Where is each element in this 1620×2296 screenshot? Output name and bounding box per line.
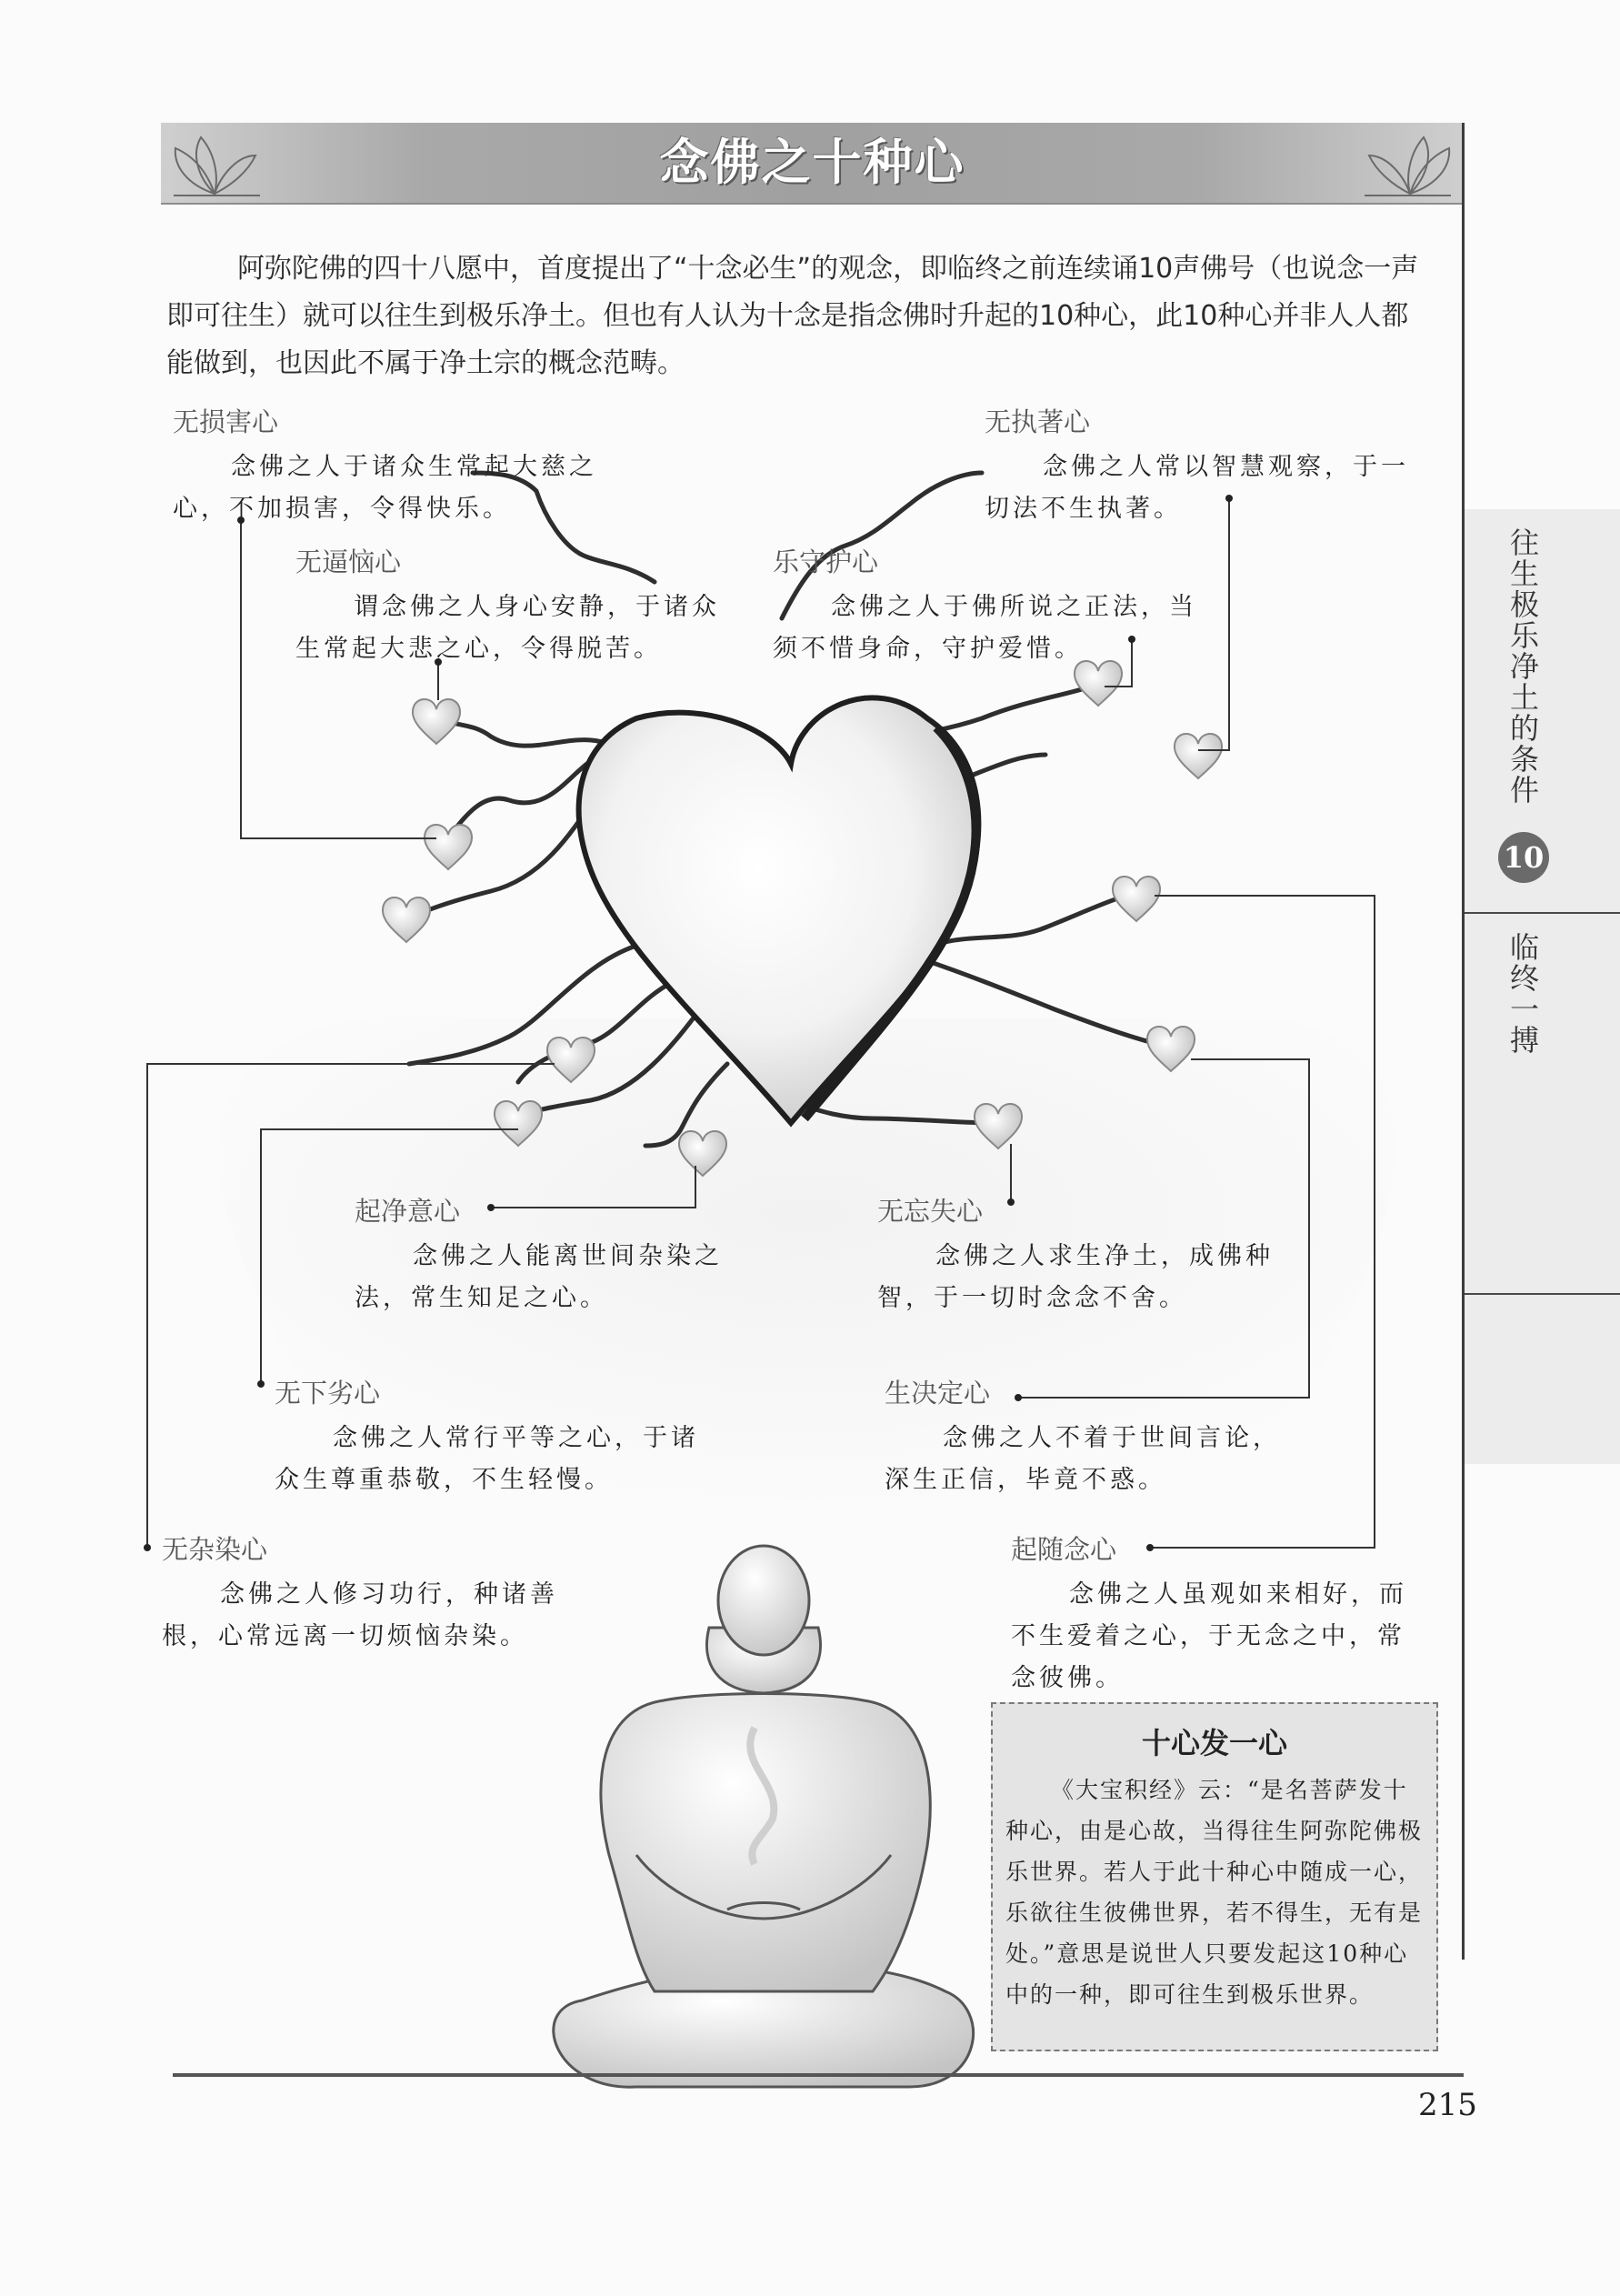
mind-heading: 无逼恼心 (295, 546, 402, 577)
mind-heading: 生决定心 (885, 1378, 991, 1409)
side-subsection-title: 临终一搏 (1505, 932, 1540, 1056)
mind-heading: 乐守护心 (773, 546, 879, 577)
mind-heading: 无杂染心 (162, 1534, 268, 1565)
mind-description: 念佛之人常行平等之心，于诸众生尊重恭敬，不生轻慢。 (275, 1424, 699, 1494)
side-divider (1465, 912, 1620, 914)
sidebar-note-title: 十心发一心 (1141, 1726, 1287, 1760)
sidebar-note-body: 《大宝积经》云：“是名菩萨发十种心，由是心故，当得往生阿弥陀佛极乐世界。若人于此十种心中随成一心，乐欲往生彼佛世界，若不得生，无有是处。”意思是说世人只要发起这10种心中的一种，即可往生到极乐世界。 (1005, 1777, 1424, 2008)
mind-item (773, 542, 1209, 670)
mind-description: 念佛之人求生净土，成佛种智，于一切时念念不舍。 (877, 1242, 1274, 1312)
intro-paragraph: 阿弥陀佛的四十八愿中，首度提出了“十念必生”的观念，即临终之前连续诵10声佛号（也说念一声即可往生）就可以往生到极乐净土。但也有人认为十念是指念佛时升起的10种心，此10种心并非人人都能做到，也因此不属于净土宗的概念范畴。 (166, 253, 1419, 379)
mind-heading: 起净意心 (355, 1196, 461, 1227)
mind-description: 谓念佛之人身心安静，于诸众生常起大悲之心，令得脱苦。 (295, 593, 720, 663)
mind-item (162, 1529, 589, 1658)
mind-heading: 无下劣心 (275, 1378, 381, 1409)
mind-description: 念佛之人不着于世间言论，深生正信，毕竟不惑。 (885, 1424, 1281, 1494)
mind-item (355, 1191, 736, 1319)
mind-description: 念佛之人于佛所说之正法，当须不惜身命，守护爱惜。 (773, 593, 1197, 663)
meditating-figure (554, 1546, 974, 2087)
mind-description: 念佛之人虽观如来相好，而不生爱着之心，于无念之中，常念彼佛。 (1011, 1580, 1407, 1692)
mind-description: 念佛之人常以智慧观察，于一切法不生执著。 (985, 453, 1409, 523)
side-section-title: 往生极乐净土的条件 (1505, 527, 1540, 806)
mind-heading: 无执著心 (985, 406, 1091, 437)
mind-description: 念佛之人修习功行，种诸善根，心常远离一切烦恼杂染。 (162, 1580, 558, 1650)
sidebar-note-box (991, 1702, 1438, 2051)
footer-rule (173, 2073, 1464, 2077)
chapter-number-badge: 10 (1498, 832, 1549, 883)
mind-item (173, 402, 627, 530)
page-number: 215 (1418, 2087, 1477, 2123)
side-tab (1465, 509, 1620, 1464)
mind-item (885, 1373, 1294, 1501)
mind-item (295, 542, 732, 670)
mind-heading: 无损害心 (173, 406, 279, 437)
mind-heading: 起随念心 (1011, 1534, 1117, 1565)
mind-description: 念佛之人于诸众生常起大慈之心，不加损害，令得快乐。 (173, 453, 597, 523)
mind-item (1011, 1529, 1420, 1699)
page-title: 念佛之十种心 (659, 134, 965, 191)
mind-item (275, 1373, 711, 1501)
mind-item (877, 1191, 1286, 1319)
mind-description: 念佛之人能离世间杂染之法，常生知足之心。 (355, 1242, 723, 1312)
mind-item (985, 402, 1430, 530)
side-divider (1465, 1293, 1620, 1295)
mind-heading: 无忘失心 (877, 1196, 984, 1227)
